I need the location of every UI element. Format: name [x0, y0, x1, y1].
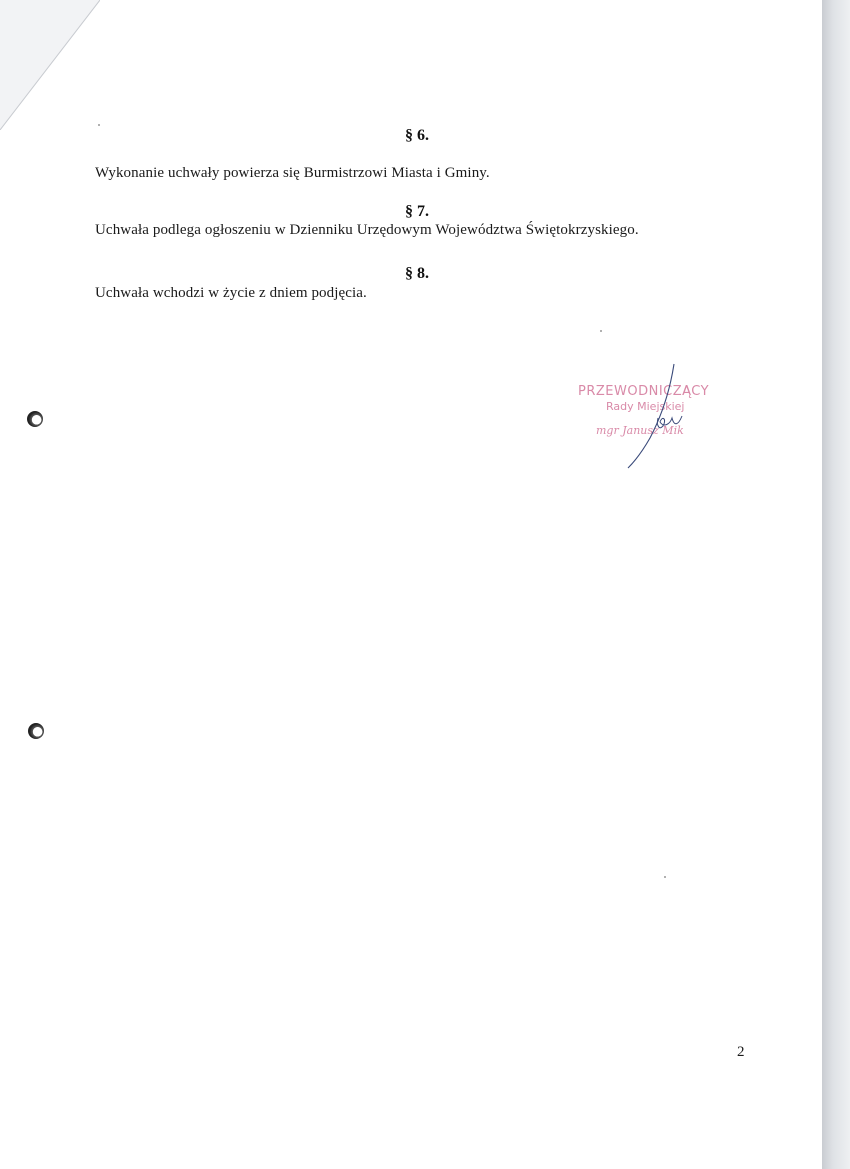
handwritten-signature: [566, 360, 726, 470]
stamp-title: PRZEWODNICZĄCY: [578, 384, 710, 399]
scan-speck: [98, 124, 100, 126]
section-7-text: Uchwała podlega ogłoszeniu w Dzienniku Urzędowym Województwa Świętokrzyskiego.: [95, 222, 639, 238]
scan-speck: [664, 876, 666, 878]
punch-hole-top: [27, 411, 43, 427]
chairman-stamp: [566, 360, 726, 470]
section-8-mark: § 8.: [405, 265, 429, 282]
scanner-edge: [822, 0, 850, 1169]
page-number: 2: [737, 1044, 745, 1060]
section-6-mark: § 6.: [405, 127, 429, 144]
section-8-text: Uchwała wchodzi w życie z dniem podjęcia.: [95, 285, 367, 301]
punch-hole-bottom: [28, 723, 44, 739]
section-6-text: Wykonanie uchwały powierza się Burmistrzowi Miasta i Gminy.: [95, 165, 490, 181]
stamp-name: mgr Janusz Mik: [596, 424, 684, 437]
stamp-subtitle: Rady Miejskiej: [606, 400, 685, 413]
folded-corner: [0, 0, 100, 130]
section-7-mark: § 7.: [405, 203, 429, 220]
scan-speck: [600, 330, 602, 332]
